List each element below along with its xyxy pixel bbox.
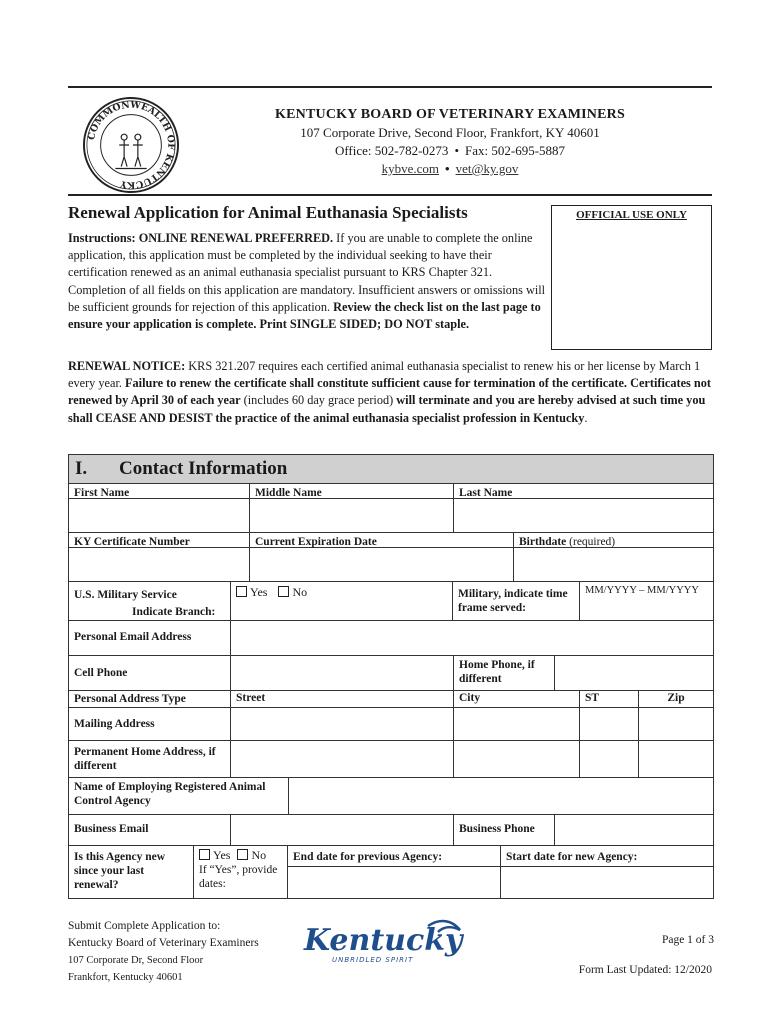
permanent-label: Permanent Home Address, if different (74, 746, 216, 772)
military-no-checkbox[interactable] (278, 585, 307, 599)
business-phone-label: Business Phone (459, 823, 535, 835)
zip-header (639, 691, 713, 707)
yes-label: Yes (213, 848, 231, 862)
section-title: Contact Information (119, 458, 288, 479)
middle-name-label: Middle Name (255, 487, 322, 499)
military-row (69, 582, 713, 621)
business-email-label: Business Email (74, 823, 149, 835)
expiration-date-field[interactable] (250, 533, 514, 581)
agency-row (69, 778, 713, 815)
instructions-body: If you are unable to complete the online application, this application must be completed by the individual seeking to have their certification renewed as an animal euthanasia specialist pursuant to KRS Chapter 321. Completion of all fields on this application are mandatory. Insufficient answers or omissions will be sufficient grounds for rejection of this application. (68, 231, 546, 314)
form-title: Renewal Application for Animal Euthanasia Specialists (68, 203, 468, 222)
military-time-label-cell (453, 582, 580, 620)
yes-label: Yes (250, 585, 268, 599)
phone-row (69, 656, 713, 691)
certificate-row (69, 533, 713, 582)
if-yes-label: If “Yes”, provide dates: (199, 864, 278, 890)
business-email-field[interactable] (231, 815, 454, 845)
military-label-cell (69, 582, 231, 620)
instructions-lead: Instructions: ONLINE RENEWAL PREFERRED. (68, 231, 334, 245)
footer-submit: Submit Complete Application to: (68, 920, 221, 932)
state-seal (82, 96, 180, 194)
new-agency-choice-cell (194, 846, 288, 898)
section-header (69, 455, 713, 484)
official-use-label: OFFICIAL USE ONLY (576, 209, 687, 221)
city-header (454, 691, 580, 707)
home-phone-field[interactable] (555, 656, 713, 690)
birthdate-note: (required) (569, 536, 616, 548)
renewal-text-3: (includes 60 day grace period) (240, 393, 397, 408)
mailing-state-field[interactable] (580, 708, 639, 740)
street-label: Street (236, 692, 266, 704)
birthdate-field[interactable] (514, 533, 713, 581)
no-label: No (292, 585, 308, 599)
instructions (68, 230, 546, 333)
new-agency-yes-checkbox[interactable] (199, 848, 230, 862)
permanent-state-field[interactable] (580, 741, 639, 777)
personal-email-label: Personal Email Address (74, 631, 192, 643)
new-agency-label: Is this Agency new since your last renewal? (74, 851, 166, 891)
new-agency-no-checkbox[interactable] (237, 848, 266, 862)
home-phone-label-cell (454, 656, 555, 690)
fax-number: Fax: 502-695-5887 (465, 143, 566, 158)
board-name: KENTUCKY BOARD OF VETERINARY EXAMINERS (275, 107, 625, 122)
renewal-text-1: KRS 321.207 requires each certified animal euthanasia specialist to renew his or her license by March 1 every year. (68, 359, 701, 391)
military-time-label: Military, indicate time frame served: (458, 588, 568, 614)
first-name-field[interactable] (69, 484, 250, 532)
military-choice-cell (231, 582, 453, 620)
agency-name-field[interactable] (289, 778, 713, 814)
email-row (69, 621, 713, 656)
name-row (69, 484, 713, 533)
website-link[interactable]: kybve.com (381, 161, 440, 176)
personal-email-field[interactable] (231, 621, 713, 655)
address-header-row (69, 691, 713, 708)
agency-label: Name of Employing Registered Animal Control Agency (74, 781, 266, 807)
home-phone-label: Home Phone, if different (459, 659, 535, 685)
start-date-field[interactable] (501, 846, 713, 898)
first-name-label: First Name (74, 487, 130, 499)
seal-text: COMMONWEALTH OF KENTUCKY (86, 99, 177, 191)
zip-label: Zip (667, 692, 685, 704)
footer-board: Kentucky Board of Veterinary Examiners (68, 937, 259, 949)
bullet-icon: • (454, 143, 459, 158)
middle-name-field[interactable] (250, 484, 454, 532)
date-format-hint: MM/YYYY – MM/YYYY (585, 585, 699, 596)
no-label: No (251, 848, 267, 862)
permanent-label-cell (69, 741, 231, 777)
cert-number-label: KY Certificate Number (74, 536, 190, 548)
header-rule (68, 194, 712, 196)
top-rule (68, 86, 712, 88)
board-address: 107 Corporate Drive, Second Floor, Frankfort, KY 40601 (300, 125, 600, 140)
permanent-row (69, 741, 713, 778)
renewal-text-4: will terminate and you are hereby advised at such time you shall CEASE AND DESIST the practice of the animal euthanasia specialist profession in Kentucky (68, 393, 706, 425)
instructions-bold: Review the check list on the last page to ensure your application is complete. Print SINGLE SIDED; DO NOT staple. (68, 299, 541, 332)
last-name-label: Last Name (459, 487, 513, 499)
page-number: Page 1 of 3 (661, 934, 714, 946)
address-type-label: Personal Address Type (74, 693, 186, 705)
mailing-row (69, 708, 713, 741)
bullet-icon: • (445, 161, 450, 176)
mailing-city-field[interactable] (454, 708, 580, 740)
cell-phone-label: Cell Phone (74, 667, 128, 679)
start-date-label: Start date for new Agency: (506, 851, 638, 863)
cell-phone-field[interactable] (231, 656, 454, 690)
end-date-label: End date for previous Agency: (293, 851, 443, 863)
footer-street: 107 Corporate Dr, Second Floor (68, 955, 204, 966)
svg-text:COMMONWEALTH OF KENTUCKY (86, 99, 176, 190)
renewal-text-5: . (584, 410, 588, 425)
military-time-field[interactable] (580, 582, 713, 620)
business-row (69, 815, 713, 846)
logo-subtitle: UNBRIDLED SPIRIT (332, 956, 414, 964)
military-yes-checkbox[interactable] (236, 585, 267, 599)
address-type-cell (69, 691, 231, 707)
mailing-label: Mailing Address (74, 718, 155, 730)
footer-city: Frankfort, Kentucky 40601 (68, 972, 183, 983)
end-date-field[interactable] (288, 846, 501, 898)
renewal-label: RENEWAL NOTICE: (68, 359, 186, 373)
city-label: City (459, 692, 481, 704)
new-agency-label-cell (69, 846, 194, 898)
permanent-zip-field[interactable] (639, 741, 713, 777)
cell-phone-label-cell (69, 656, 231, 690)
board-header (230, 106, 670, 178)
agency-label-cell (69, 778, 289, 814)
checkbox-icon (199, 849, 210, 860)
branch-label: Indicate Branch: (132, 606, 216, 618)
checkbox-icon (236, 586, 247, 597)
email-link[interactable]: vet@ky.gov (455, 161, 519, 176)
military-label: U.S. Military Service (74, 589, 177, 601)
contact-information-section (68, 454, 714, 899)
birthdate-label: Birthdate (519, 536, 567, 548)
renewal-text-2: Failure to renew the certificate shall constitute sufficient cause for termination of the certificate. Certificates not renewed by April 30 of each year (68, 376, 711, 408)
permanent-city-field[interactable] (454, 741, 580, 777)
cert-number-field[interactable] (69, 533, 250, 581)
form-updated: Form Last Updated: 12/2020 (578, 964, 712, 976)
permanent-street-field[interactable] (231, 741, 454, 777)
state-header (580, 691, 639, 707)
personal-email-label-cell (69, 621, 231, 655)
street-header (231, 691, 454, 707)
expiration-label: Current Expiration Date (255, 536, 377, 548)
renewal-notice (68, 358, 714, 427)
mailing-zip-field[interactable] (639, 708, 713, 740)
mailing-label-cell (69, 708, 231, 740)
footer-address (68, 918, 259, 986)
new-agency-row (69, 846, 713, 898)
state-label: ST (585, 692, 600, 704)
last-name-field[interactable] (454, 484, 713, 532)
business-email-label-cell (69, 815, 231, 845)
checkbox-icon (237, 849, 248, 860)
checkbox-icon (278, 586, 289, 597)
section-number: I. (75, 458, 88, 479)
logo-text: Kentucky (304, 923, 463, 958)
official-use-box (551, 205, 712, 350)
business-phone-field[interactable] (555, 815, 713, 845)
business-phone-label-cell (454, 815, 555, 845)
mailing-street-field[interactable] (231, 708, 454, 740)
office-phone: Office: 502-782-0273 (334, 143, 449, 158)
kentucky-logo (300, 916, 470, 966)
